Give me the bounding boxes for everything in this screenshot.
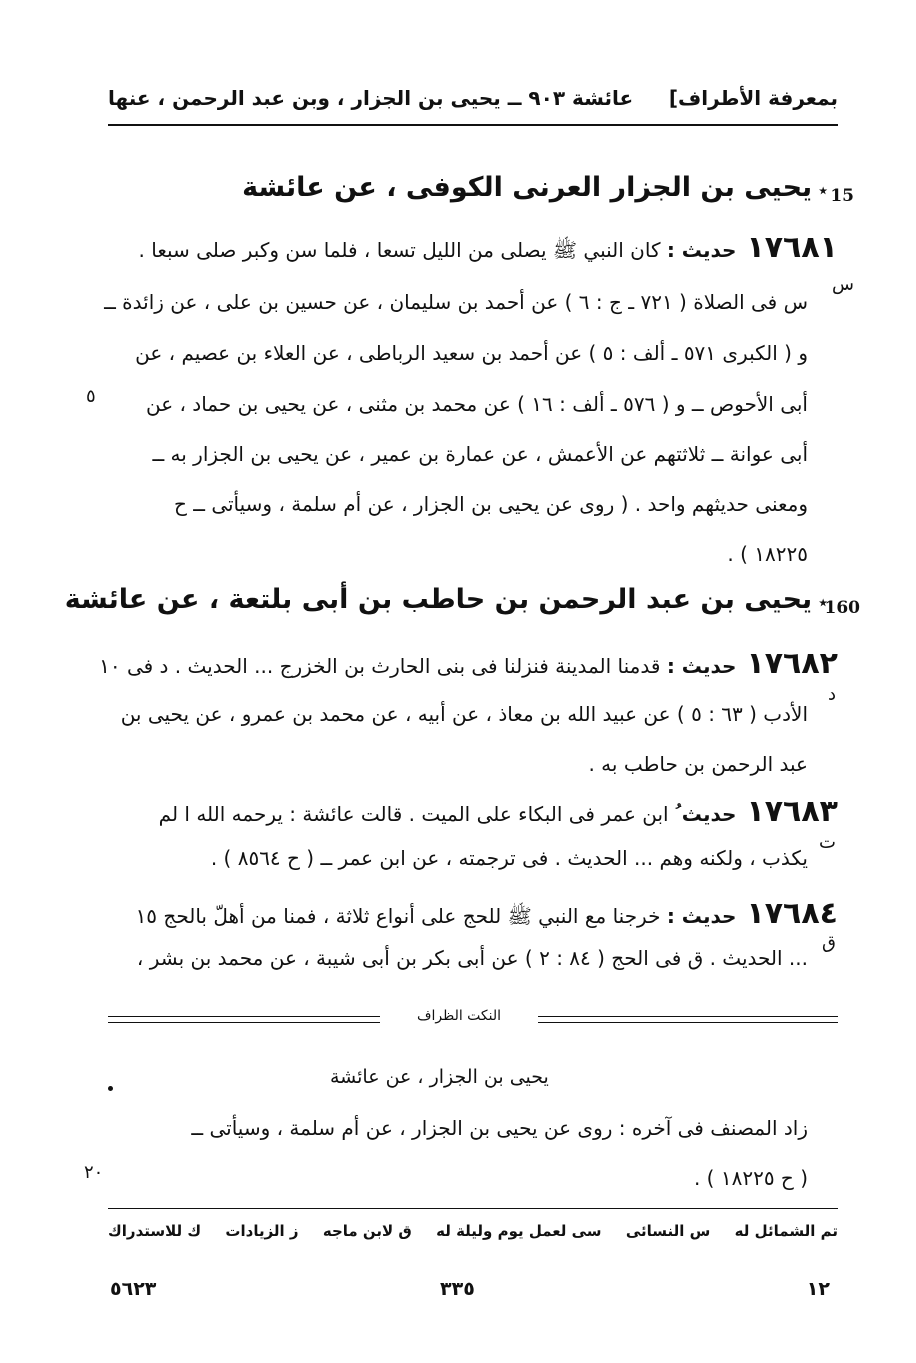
running-header xyxy=(108,86,838,122)
hadith-entry xyxy=(159,794,838,829)
hadith-number: ١٧٦٨١ xyxy=(746,230,838,265)
hadith-label: حديث : xyxy=(666,904,737,928)
abbreviation-key xyxy=(108,1222,838,1240)
hadith-text: كان النبي ﷺ يصلى من الليل تسعا ، فلما سن وكبر صلى سبعا . xyxy=(138,238,661,262)
section-number: 160 xyxy=(824,598,860,618)
footnote-rule xyxy=(108,1208,838,1209)
text-line: ١٨٢٢٥ ) . xyxy=(727,542,808,566)
text-line: س فى الصلاة ( ٧٢١ ـ ج : ٦ ) عن أحمد بن سليمان ، عن حسين بن على ، عن زائدة ــ xyxy=(104,290,808,314)
header-left: عائشة ٩٠٣ ــ يحيى بن الجزار ، وبن عبد الرحمن ، عنها xyxy=(108,86,634,110)
hadith-label: حديث : xyxy=(666,238,737,262)
margin-marker: ت xyxy=(819,832,836,853)
hadith-text: ابن عمر فى البكاء على الميت . قالت عائشة : يرحمه الله ا لم xyxy=(158,802,669,826)
nukat-title: يحيى بن الجزار ، عن عائشة xyxy=(330,1066,549,1088)
text-line: عبد الرحمن بن حاطب به . xyxy=(588,752,808,776)
margin-marker: ق xyxy=(822,932,836,953)
hadith-entry xyxy=(99,646,838,681)
hadith-entry xyxy=(136,896,838,933)
abbr-item: ق لابن ماجه xyxy=(322,1222,412,1240)
header-rule xyxy=(108,124,838,126)
hadith-number: ١٧٦٨٤ xyxy=(746,896,838,931)
hadith-label: حديث : xyxy=(666,654,737,678)
serial-number: ٥٦٢٣ xyxy=(110,1278,157,1300)
margin-marker: د xyxy=(827,684,836,705)
section-number: 15 xyxy=(830,186,854,206)
nukat-line: زاد المصنف فى آخره : روى عن يحيى بن الجزار ، عن أم سلمة ، وسيأتى ــ xyxy=(191,1116,808,1140)
star-icon: ٭ xyxy=(818,180,828,201)
margin-marker: ٢٠ xyxy=(84,1162,104,1183)
nukat-line: ( ح ١٨٢٢٥ ) . xyxy=(693,1166,808,1190)
star-icon: ٭ xyxy=(818,592,828,613)
divider-label: النكت الظراف xyxy=(380,1008,538,1024)
text-line: ... الحديث . ق فى الحج ( ٨٤ : ٢ ) عن أبى بكر بن أبى شيبة ، عن محمد بن بشر ، xyxy=(136,946,808,970)
header-right: بمعرفة الأطراف] xyxy=(668,86,838,110)
abbr-item: ز الزيادات xyxy=(225,1222,299,1240)
section-title: ٭يحيى بن عبد الرحمن بن حاطب بن أبى بلتعة ، عن عائشة xyxy=(64,584,828,615)
stray-dot xyxy=(108,1086,113,1091)
text-line: يكذب ، ولكنه وهم ... الحديث . فى ترجمته ، عن ابن عمر ــ ( ح ٨٥٦٤ ) . xyxy=(210,846,808,870)
section-title: ٭يحيى بن الجزار العرنى الكوفى ، عن عائشة xyxy=(242,172,828,203)
text-line: الأدب ( ٦٣ : ٥ ) عن عبيد الله بن معاذ ، عن أبيه ، عن محمد بن عمرو ، عن يحيى بن xyxy=(120,702,808,726)
hadith-text: قدمنا المدينة فنزلنا فى بنى الحارث بن الخزرج ... الحديث . د فى ١٠ xyxy=(99,654,661,678)
abbr-item: ك للاستدراك xyxy=(108,1222,202,1240)
abbr-item: س النسائى xyxy=(625,1222,711,1240)
margin-marker: ٥ xyxy=(86,386,96,407)
hadith-label: حديث ُ xyxy=(674,802,737,826)
text-line: و ( الكبرى ٥٧١ ـ ألف : ٥ ) عن أحمد بن سعيد الرباطى ، عن العلاء بن عصيم ، عن xyxy=(135,341,808,365)
text-line: ومعنى حديثهم واحد . ( روى عن يحيى بن الجزار ، عن أم سلمة ، وسيأتى ــ ح xyxy=(173,492,808,516)
hadith-number: ١٧٦٨٣ xyxy=(746,794,838,829)
hadith-text: خرجنا مع النبي ﷺ للحج على أنواع ثلاثة ، فمنا من أهلّ بالحج ١٥ xyxy=(135,904,661,928)
text-line: أبى عوانة ــ ثلاثتهم عن الأعمش ، عن عمارة بن عمير ، عن يحيى بن الجزار به ــ xyxy=(152,442,808,466)
margin-marker: س xyxy=(832,274,854,295)
hadith-entry xyxy=(139,230,838,267)
abbr-item: سى لعمل يوم وليلة له xyxy=(436,1222,602,1240)
abbr-item: تم الشمائل له xyxy=(734,1222,838,1240)
text-line: أبى الأحوص ــ و ( ٥٧٦ ـ ألف : ١٦ ) عن محمد بن مثنى ، عن يحيى بن حماد ، عن xyxy=(145,392,808,416)
hadith-number: ١٧٦٨٢ xyxy=(746,646,838,681)
volume-number: ١٢ xyxy=(806,1278,830,1300)
page-number: ٣٣٥ xyxy=(440,1278,475,1300)
